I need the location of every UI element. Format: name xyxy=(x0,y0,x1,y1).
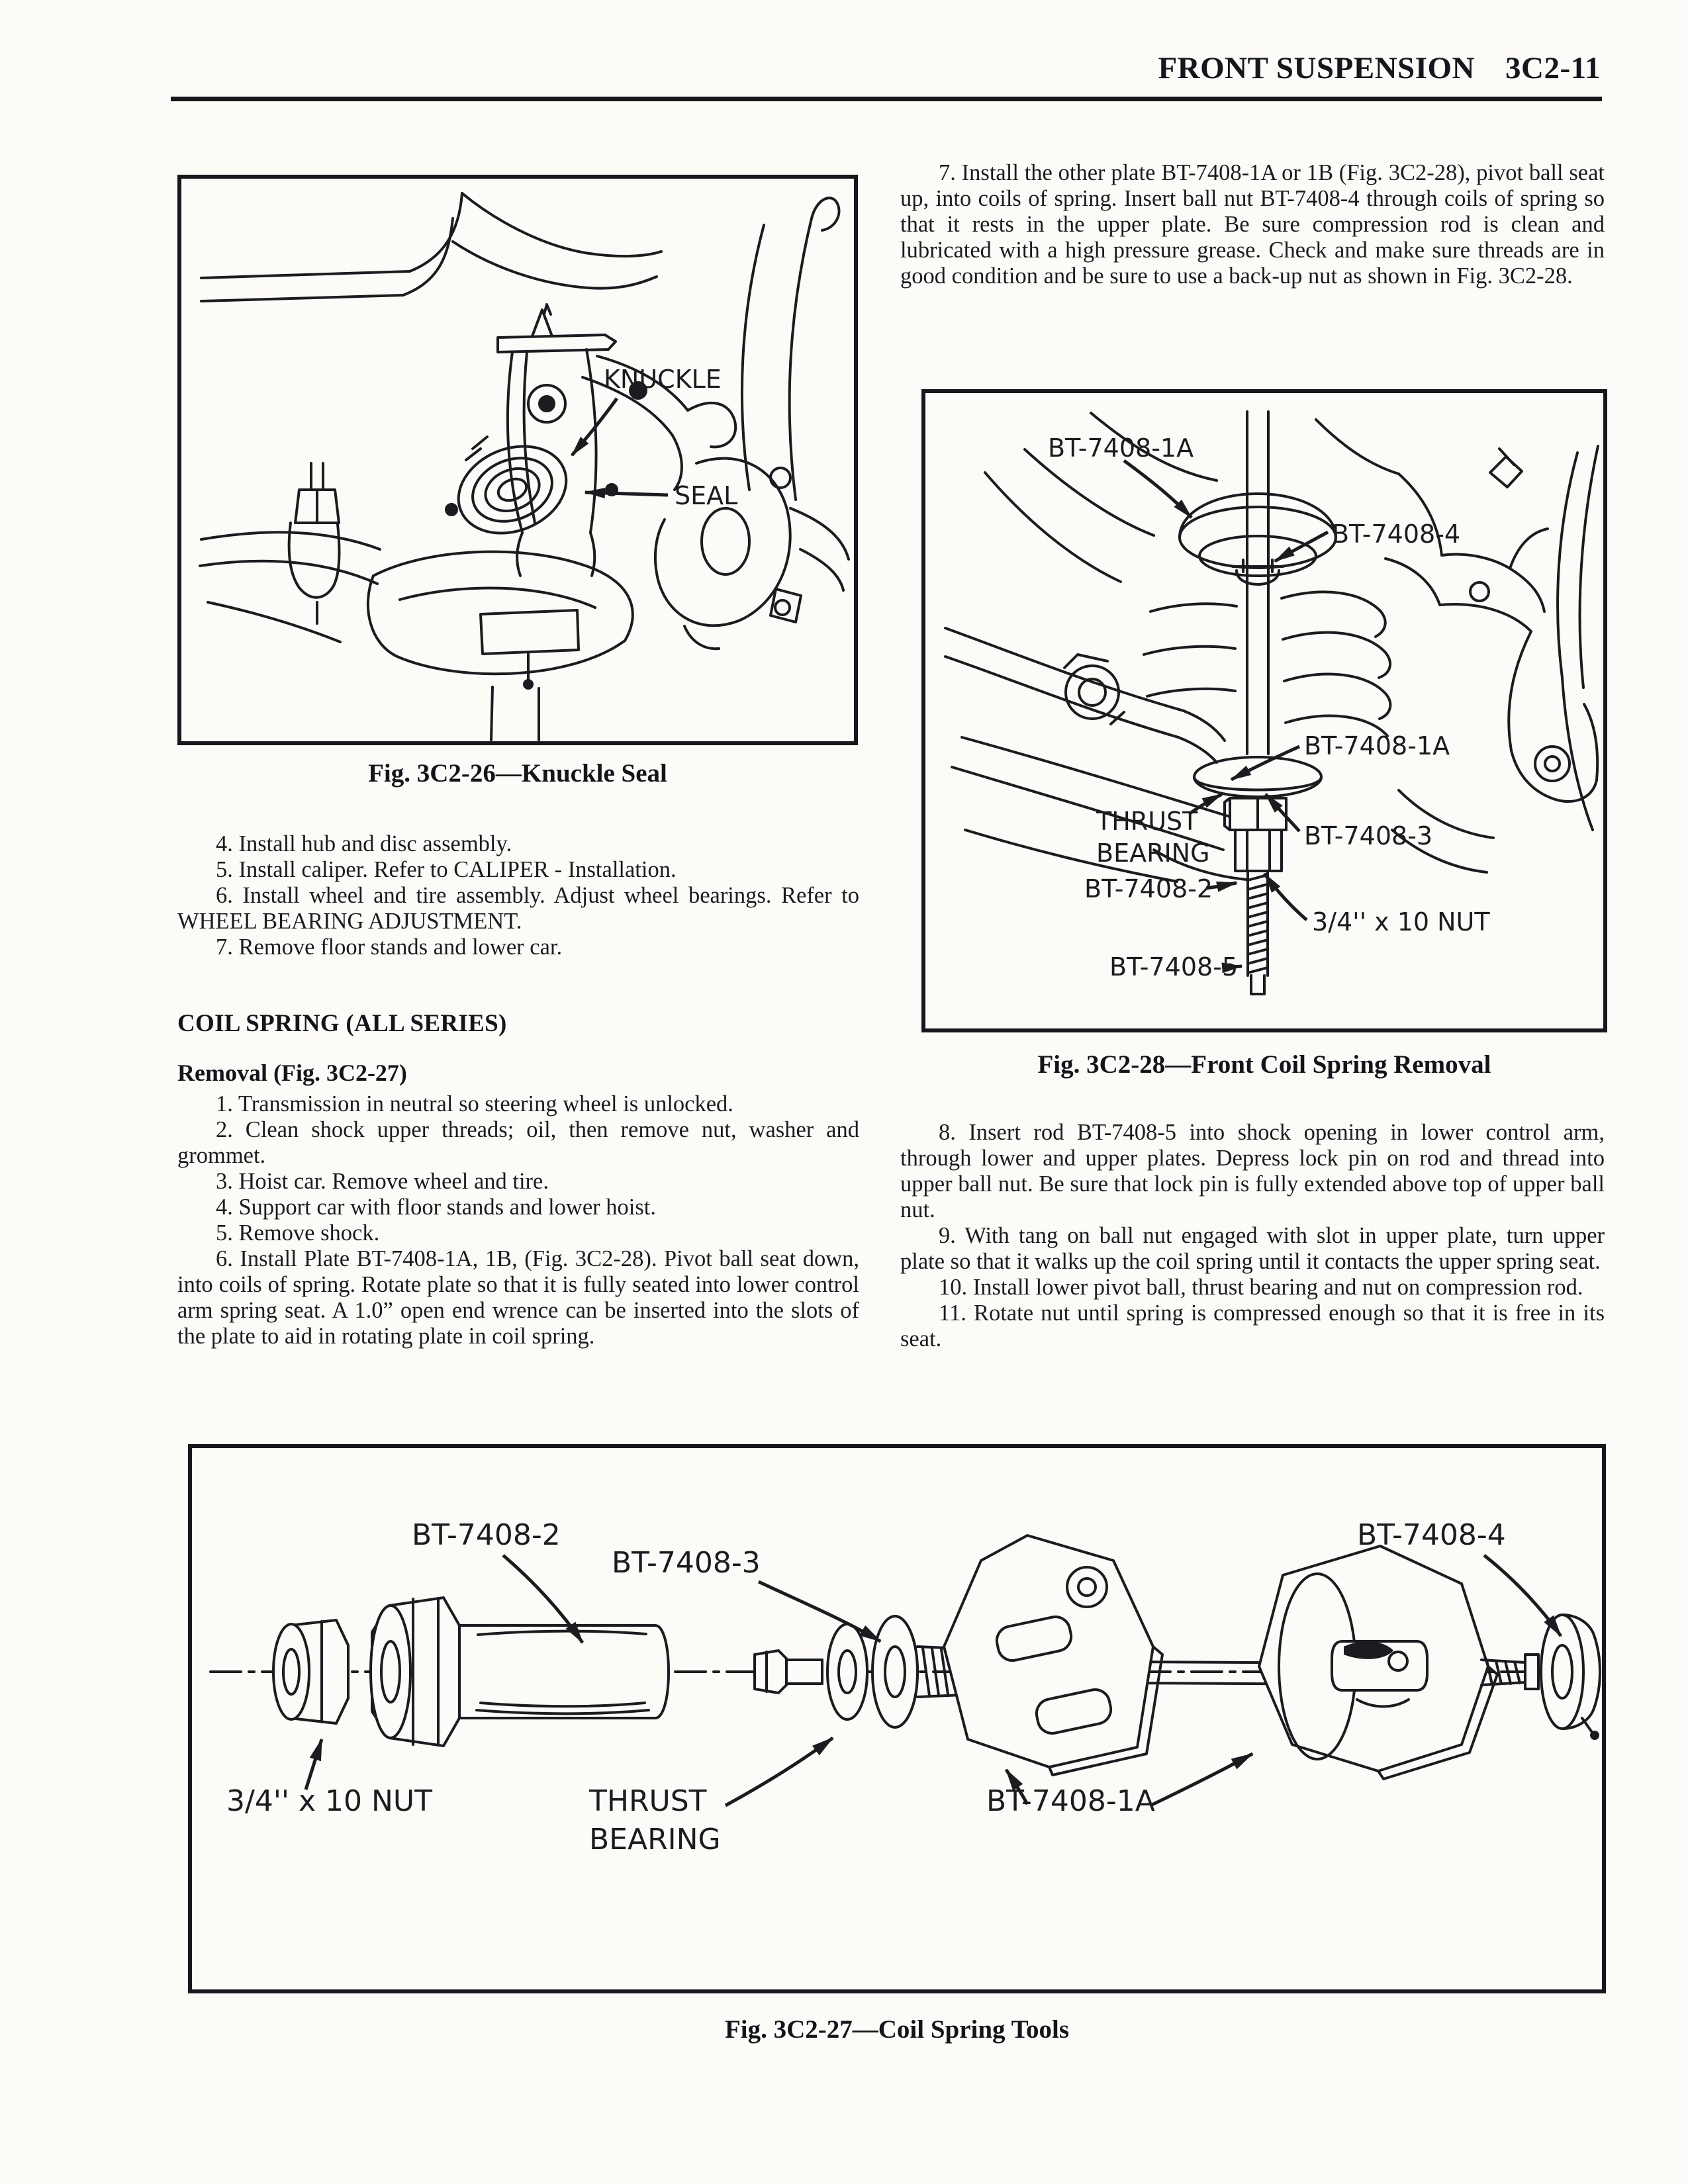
page-header xyxy=(1158,50,1601,86)
fig28-label-thrust-line2: BEARING xyxy=(1096,839,1210,868)
install-step: 7. Remove floor stands and lower car. xyxy=(216,934,563,960)
fig28-structure xyxy=(945,412,1598,994)
fig26-structure xyxy=(200,193,849,740)
fig27-label-nut: 3/4'' x 10 NUT xyxy=(226,1784,432,1818)
install-step: 6. Install wheel and tire assembly. Adjust wheel bearings. Refer to WHEEL BEARING ADJUSTMENT. xyxy=(177,883,859,934)
header-page-number: 3C2-11 xyxy=(1505,51,1601,85)
fig27-label-thrust-line1: THRUST xyxy=(589,1784,707,1818)
figure-3c2-28 xyxy=(921,389,1607,1032)
fig27-thrust-arrow xyxy=(726,1738,833,1805)
fig28-bt3-arrow xyxy=(1266,794,1299,831)
fig27-bt3-arrow xyxy=(759,1582,880,1641)
fig26-label-seal: SEAL xyxy=(675,481,738,510)
figure-3c2-26 xyxy=(177,175,858,745)
fig26-line-art xyxy=(181,179,854,741)
fig28-label-bt5: BT-7408-5 xyxy=(1109,952,1239,981)
fig28-plate-lower-arrow xyxy=(1231,747,1299,780)
fig28-label-nut: 3/4'' x 10 NUT xyxy=(1312,907,1490,936)
fig27-label-bt2: BT-7408-2 xyxy=(412,1518,561,1552)
removal-step: 4. Support car with floor stands and lower hoist. xyxy=(216,1195,656,1220)
fig27-label-bt1a: BT-7408-1A xyxy=(986,1784,1155,1818)
figure-3c2-27 xyxy=(188,1444,1606,1993)
fig26-label-knuckle: KNUCKLE xyxy=(604,365,722,394)
fig28-caption: Fig. 3C2-28—Front Coil Spring Removal xyxy=(1037,1050,1491,1079)
fig28-label-ball-nut: BT-7408-4 xyxy=(1332,520,1461,549)
right-column-bottom xyxy=(900,1120,1605,1352)
fig28-nut-arrow xyxy=(1264,874,1307,920)
fig27-label-bt4: BT-7408-4 xyxy=(1357,1518,1506,1552)
fig28-label-bt2: BT-7408-2 xyxy=(1084,874,1213,903)
fig27-tools xyxy=(273,1535,1600,1779)
fig27-nut-arrow xyxy=(306,1739,322,1790)
removal-step: 5. Remove shock. xyxy=(216,1220,380,1246)
fig28-label-bt3: BT-7408-3 xyxy=(1304,821,1433,850)
fig27-bt1a-right-arrow xyxy=(1150,1754,1252,1805)
fig28-label-thrust-line1: THRUST xyxy=(1096,807,1198,836)
fig27-label-thrust-line2: BEARING xyxy=(589,1823,721,1856)
fig28-line-art xyxy=(925,393,1603,1028)
fig27-caption: Fig. 3C2-27—Coil Spring Tools xyxy=(724,2015,1070,2044)
install-step: 7. Install the other plate BT-7408-1A or 1B (Fig. 3C2-28), pivot ball seat up, into coils of spring. Insert ball nut BT-7408-4 through coils of spring so that it rests in the upper plate. Be sure compression rod is clean and lubricated with a high pressure grease. Check and make sure threads are in good condition and be sure to use a back-up nut as shown in Fig. 3C2-28. xyxy=(900,160,1605,289)
removal-step: 3. Hoist car. Remove wheel and tire. xyxy=(216,1169,549,1194)
install-step: 8. Insert rod BT-7408-5 into shock opening in lower control arm, through lower and upper plates. Depress lock pin on rod and thread into upper ball nut. Be sure that lock pin is fully extended above top of upper ball nut. xyxy=(900,1120,1605,1222)
removal-step: 2. Clean shock upper threads; oil, then remove nut, washer and grommet. xyxy=(177,1117,859,1168)
right-column-top xyxy=(900,160,1605,289)
header-rule xyxy=(171,97,1602,101)
removal-step: 6. Install Plate BT-7408-1A, 1B, (Fig. 3C2-28). Pivot ball seat down, into coils of spring. Rotate plate so that it is fully seated into lower control arm spring seat. A 1.0” open end wrence can be inserted into the slots of the plate to aid in rotating plate in coil spring. xyxy=(177,1246,859,1349)
left-column xyxy=(177,831,859,1349)
removal-step: 1. Transmission in neutral so steering wheel is unlocked. xyxy=(216,1091,733,1116)
seal-leader-arrow xyxy=(585,492,668,495)
install-step: 9. With tang on ball nut engaged with slot in upper plate, turn upper plate so that it walks up the coil spring until it contacts the upper spring seat. xyxy=(900,1223,1605,1274)
subsection-heading: Removal (Fig. 3C2-27) xyxy=(177,1060,407,1086)
install-step: 11. Rotate nut until spring is compressed enough so that it is free in its seat. xyxy=(900,1300,1605,1351)
fig28-label-plate-lower: BT-7408-1A xyxy=(1304,731,1450,760)
fig28-label-plate-upper: BT-7408-1A xyxy=(1048,433,1194,463)
install-step: 10. Install lower pivot ball, thrust bearing and nut on compression rod. xyxy=(939,1275,1583,1300)
fig27-line-art xyxy=(192,1448,1602,1989)
fig27-label-bt3: BT-7408-3 xyxy=(612,1546,761,1580)
install-step: 4. Install hub and disc assembly. xyxy=(216,831,512,856)
install-step: 5. Install caliper. Refer to CALIPER - Installation. xyxy=(216,857,677,882)
section-heading: COIL SPRING (ALL SERIES) xyxy=(177,1010,507,1037)
fig26-caption: Fig. 3C2-26—Knuckle Seal xyxy=(368,759,667,788)
header-title: FRONT SUSPENSION xyxy=(1158,51,1475,85)
